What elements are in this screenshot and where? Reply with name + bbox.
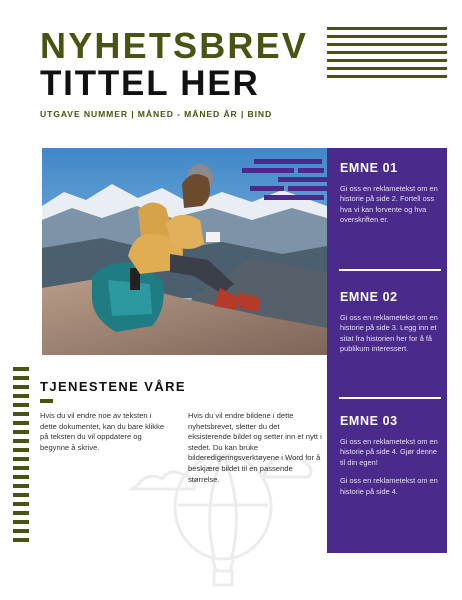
services-column-2: Hvis du vil endre bildene i dette nyhetsbrevet, sletter du det eksisterende bildet og setter inn et nytt i stedet. Du kan bruke bilderedigeringsverktøyene i Word for å beskjære bildet til en passende størrelse.: [188, 411, 322, 484]
services-heading: TJENESTENE VÅRE: [40, 379, 186, 394]
stripes-decoration-icon: [13, 367, 29, 547]
topic-text: Gi oss en reklametekst om en historie på side 2. Fortell oss hva vi kan forvente og hva overskriften er.: [340, 184, 438, 225]
services-column-1: Hvis du vil endre noe av teksten i dette dokumentet, kan du bare klikke på teksten du vil oppdatere og begynne å skrive.: [40, 411, 165, 452]
topic-01: [340, 161, 438, 234]
newsletter-title: NYHETSBREV: [40, 25, 309, 66]
topic-title: EMNE 02: [340, 290, 398, 304]
topic-divider: [339, 269, 441, 271]
newsletter-subtitle: TITTEL HER: [40, 64, 260, 103]
topic-title: EMNE 03: [340, 414, 398, 428]
topic-divider: [339, 397, 441, 399]
topic-title: EMNE 01: [340, 161, 398, 175]
stripes-decoration-icon: [327, 27, 447, 83]
sidebar-topics: [327, 148, 447, 553]
topic-text: Gi oss en reklametekst om en historie på side 4. Gjør denne til din egen!: [340, 437, 438, 467]
topic-02: [340, 290, 438, 363]
topic-03: [340, 414, 438, 505]
topic-text: Gi oss en reklametekst om en historie på side 3. Legg inn et sitat fra historien her for å få publikum interessert.: [340, 313, 438, 354]
pixel-bars-decoration-icon: [242, 159, 337, 203]
topic-text: Gi oss en reklametekst om en historie på side 4.: [340, 476, 438, 496]
issue-info: UTGAVE NUMMER | MÅNED - MÅNED ÅR | BIND: [40, 109, 273, 119]
heading-accent-bar: [40, 399, 53, 403]
